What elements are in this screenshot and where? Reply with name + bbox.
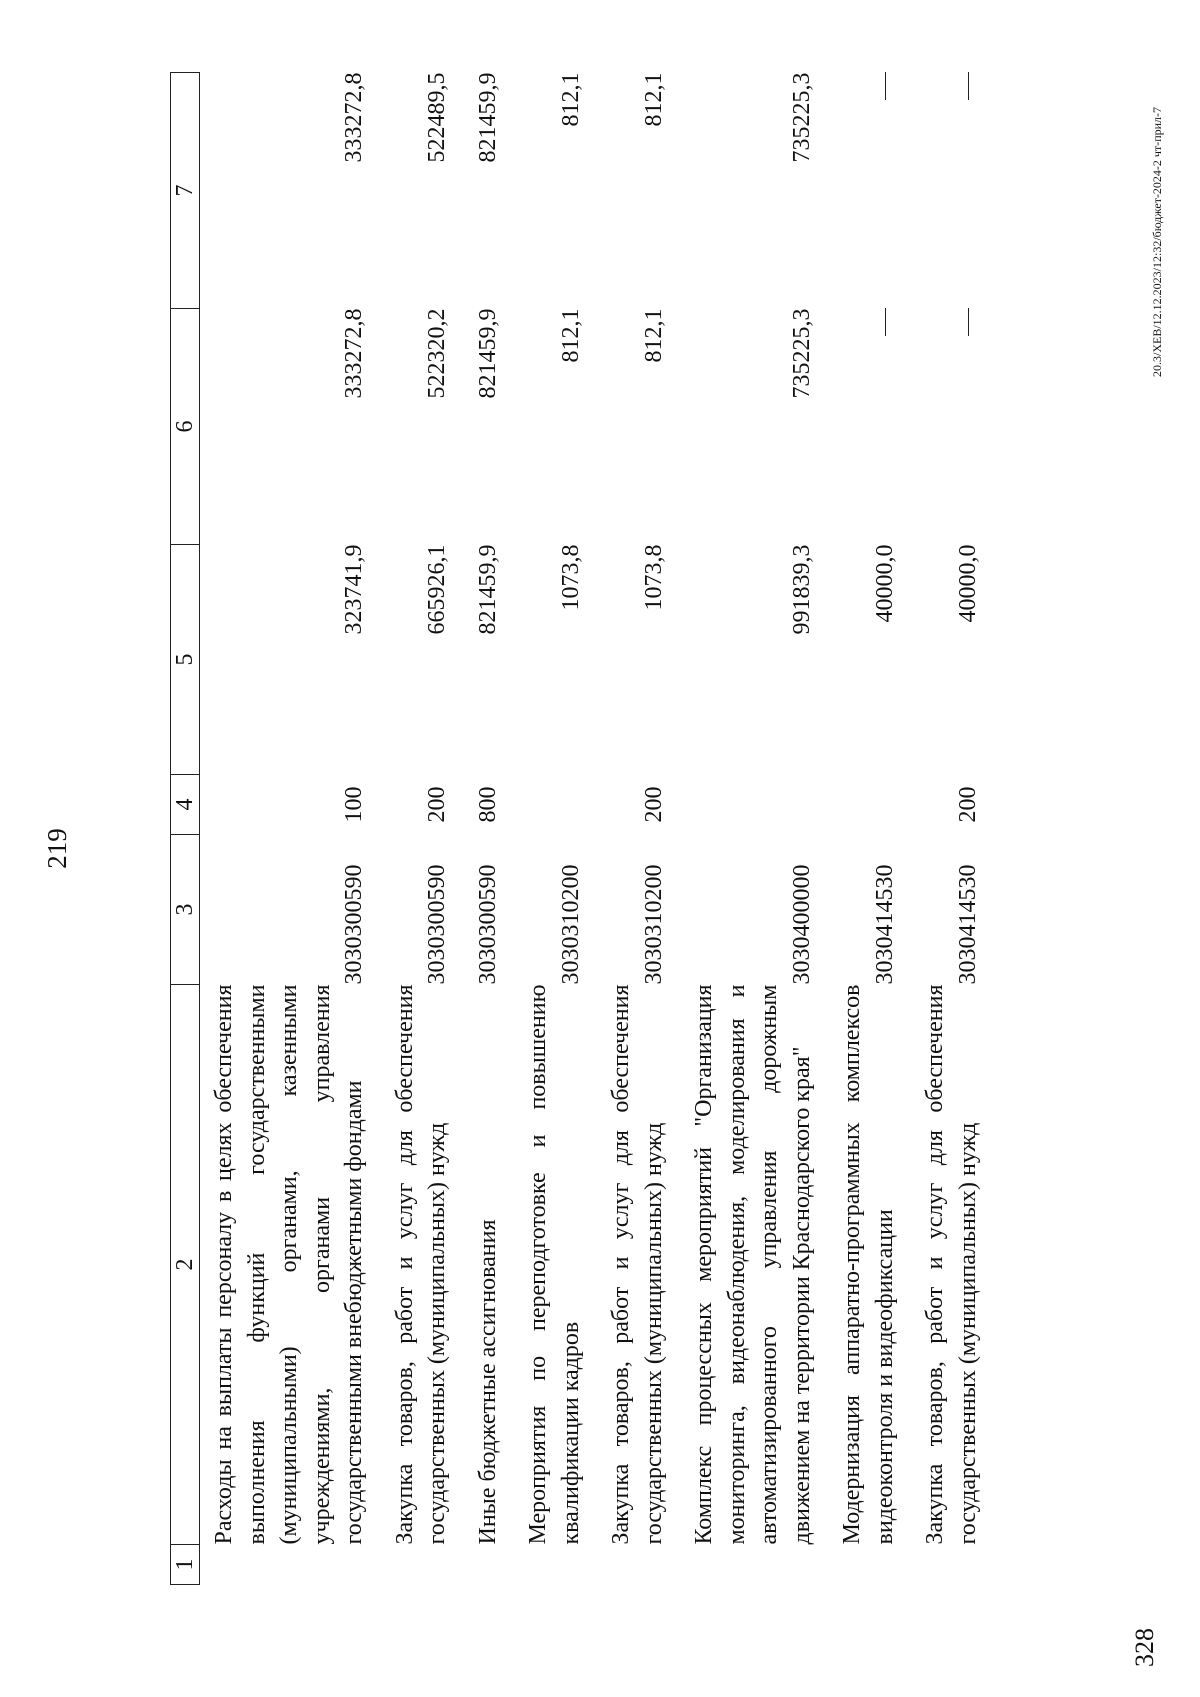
table-row (828, 73, 911, 1585)
dash-mark (885, 73, 886, 101)
cell-amount-5: 323741,9 (341, 544, 367, 635)
dash-mark (885, 309, 886, 337)
header-col-4: 4 (171, 775, 200, 835)
cell-description: Расходы на выплаты персоналу в целях обеспечения выполнения функций государственными (муниципальными) органами, казенными учреждениями, органами управления государственными внебюджетными фондами (211, 984, 367, 1545)
page-number: 219 (42, 828, 72, 869)
cell-amount-5: 40000,0 (871, 544, 898, 623)
cell-description: Комплекс процессных мероприятий "Организация мониторинга, видеонаблюдения, моделирования и автоматизированного управления дорожным движением на территории Краснодарского края" (691, 984, 815, 1545)
cell-col-1 (381, 1545, 464, 1585)
cell-col-1 (828, 1545, 911, 1585)
cell-amount-7: 812,1 (640, 72, 667, 127)
cell-description: Закупка товаров, работ и услуг для обеспечения государственных (муниципальных) нужд (608, 984, 667, 1545)
corner-number: 328 (1130, 1628, 1159, 1667)
cell-amount-5: 991839,3 (788, 544, 815, 635)
cell-expense-type (828, 775, 911, 835)
table-row (680, 73, 828, 1585)
dash-mark (968, 309, 969, 337)
header-col-6: 6 (171, 309, 200, 545)
cell-expense-type: 200 (954, 786, 981, 823)
cell-amount-6: 735225,3 (788, 308, 815, 399)
cell-target-code: 3030300590 (341, 864, 367, 985)
cell-amount-7: 812,1 (557, 72, 584, 127)
cell-target-code: 3030310200 (557, 864, 584, 985)
header-col-1: 1 (171, 1545, 200, 1585)
cell-expense-type: 200 (640, 786, 667, 823)
dash-mark (968, 73, 969, 101)
budget-table (170, 72, 994, 1585)
table-row (464, 73, 515, 1585)
cell-expense-type: 200 (424, 786, 450, 823)
cell-amount-5: 1073,8 (640, 544, 667, 611)
cell-expense-type (680, 775, 828, 835)
table-row (200, 73, 381, 1585)
footer-code: 20.3/ХЕВ/12.12.2023/12:32/бюджет-2024-2 чт-прил-7 (1150, 106, 1164, 377)
header-col-5: 5 (171, 545, 200, 775)
header-col-7: 7 (171, 73, 200, 309)
cell-amount-7: 735225,3 (788, 72, 815, 163)
cell-col-1 (514, 1545, 597, 1585)
table-row (514, 73, 597, 1585)
cell-amount-5: 665926,1 (424, 544, 450, 635)
cell-amount-6: 333272,8 (341, 308, 367, 399)
cell-description: Закупка товаров, работ и услуг для обеспечения государственных (муниципальных) нужд (922, 984, 981, 1545)
cell-amount-6: 522320,2 (424, 308, 450, 399)
cell-amount-7 (911, 73, 994, 309)
cell-amount-6: 812,1 (557, 308, 584, 363)
table-body (171, 73, 995, 1585)
cell-expense-type: 100 (341, 786, 367, 823)
cell-amount-7: 522489,5 (424, 72, 450, 163)
header-col-2: 2 (171, 985, 200, 1545)
table-row (597, 73, 680, 1585)
header-row (171, 73, 200, 1585)
cell-amount-6 (828, 309, 911, 545)
cell-target-code: 3030414530 (954, 864, 981, 985)
cell-col-1 (597, 1545, 680, 1585)
cell-amount-6 (911, 309, 994, 545)
cell-target-code: 3030310200 (640, 864, 667, 985)
table-row (381, 73, 464, 1585)
cell-expense-type: 800 (474, 786, 501, 823)
cell-col-1 (464, 1545, 515, 1585)
cell-expense-type (514, 775, 597, 835)
cell-target-code: 3030300590 (474, 864, 501, 985)
cell-amount-6: 821459,9 (474, 308, 501, 399)
cell-description: Мероприятия по переподготовке и повышению квалификации кадров (525, 984, 584, 1545)
cell-amount-7: 821459,9 (474, 72, 501, 163)
cell-description: Модернизация аппаратно-программных комплексов видеоконтроля и видеофиксации (839, 984, 898, 1545)
table-row (911, 73, 994, 1585)
cell-amount-5: 821459,9 (474, 544, 501, 635)
cell-amount-7: 333272,8 (341, 72, 367, 163)
cell-description: Закупка товаров, работ и услуг для обеспечения государственных (муниципальных) нужд (391, 984, 450, 1545)
cell-col-1 (200, 1545, 381, 1585)
cell-target-code: 3030414530 (871, 864, 898, 985)
cell-target-code: 3030300590 (424, 864, 450, 985)
cell-amount-5: 40000,0 (954, 544, 981, 623)
cell-amount-7 (828, 73, 911, 309)
cell-amount-5: 1073,8 (557, 544, 584, 611)
header-col-3: 3 (171, 835, 200, 985)
cell-description: Иные бюджетные ассигнования (474, 1219, 501, 1545)
cell-col-1 (680, 1545, 828, 1585)
cell-col-1 (911, 1545, 994, 1585)
cell-target-code: 3030400000 (788, 864, 815, 985)
cell-amount-6: 812,1 (640, 308, 667, 363)
